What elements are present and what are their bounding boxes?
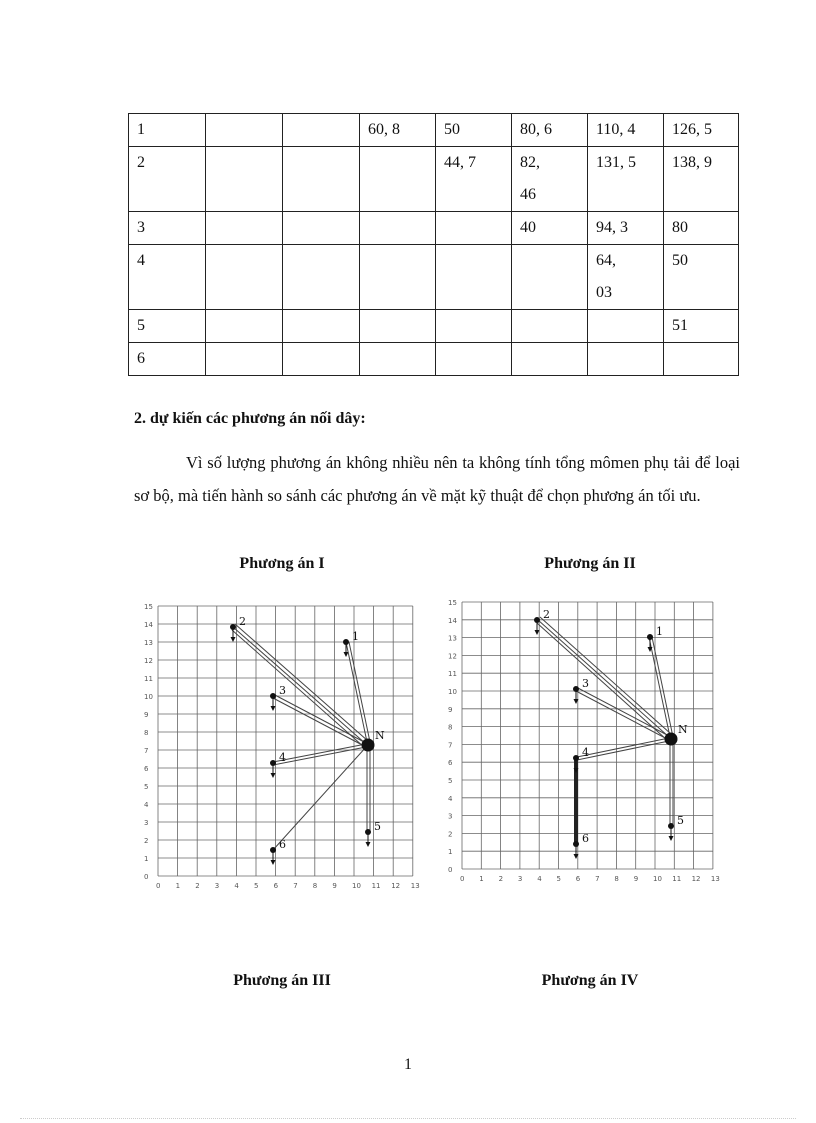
table-row [129, 212, 739, 245]
section-paragraph: Vì số lượng phương án không nhiều nên ta không tính tổng mômen phụ tải để loại sơ bộ, mà tiến hành so sánh các phương án về mặt kỹ thuật để chọn phương án tối ưu. [134, 453, 740, 505]
load-label: 1 [656, 625, 663, 638]
table-cell [206, 147, 283, 212]
table-cell [512, 147, 588, 212]
axis-tick-label: 13 [448, 634, 457, 643]
table-cell [283, 114, 360, 147]
table-cell [588, 310, 664, 343]
cell-text: 44, 7 [444, 154, 476, 171]
table-cell [129, 114, 206, 147]
table-cell [588, 147, 664, 212]
axis-tick-label: 7 [448, 741, 453, 750]
axis-tick-label: 4 [448, 794, 453, 803]
axis-tick-label: 14 [144, 621, 153, 629]
axis-tick-label: 3 [144, 819, 149, 827]
cell-text: 50 [444, 121, 460, 138]
axis-tick-label: 10 [144, 693, 153, 701]
table-cell [588, 343, 664, 376]
axis-tick-label: 3 [448, 812, 453, 821]
axis-tick-label: 9 [633, 875, 639, 883]
load-label: 5 [677, 814, 684, 827]
axis-tick-label: 7 [595, 875, 600, 883]
table-row [129, 245, 739, 310]
axis-tick-label: 8 [144, 729, 149, 737]
table-cell [436, 147, 512, 212]
table-cell [360, 147, 436, 212]
axis-tick-label: 7 [144, 747, 149, 755]
table-cell [360, 343, 436, 376]
load-label: 4 [279, 751, 286, 764]
cell-text: 5 [137, 317, 145, 334]
table-cell [283, 147, 360, 212]
table-cell [360, 212, 436, 245]
section-heading: 2. dự kiến các phương án nối dây: [134, 410, 366, 427]
table-cell [206, 245, 283, 310]
axis-tick-label: 4 [144, 801, 149, 809]
table-cell [436, 212, 512, 245]
table-cell [283, 310, 360, 343]
table-cell [588, 245, 664, 310]
cell-text: 40 [520, 219, 536, 236]
axis-tick-label: 6 [144, 765, 149, 773]
axis-tick-label: 8 [614, 875, 619, 883]
load-distance-table [128, 113, 739, 376]
table-cell [588, 114, 664, 147]
table-cell [664, 343, 739, 376]
load-label: 6 [279, 838, 286, 851]
load-arrowhead [271, 773, 276, 778]
load-label: 2 [543, 608, 550, 621]
axis-tick-label: 2 [195, 882, 200, 890]
axis-tick-label: 12 [691, 875, 701, 883]
table-cell [283, 343, 360, 376]
axis-tick-label: 12 [448, 652, 457, 661]
axis-tick-label: 9 [144, 711, 149, 719]
axis-tick-label: 4 [234, 882, 239, 890]
table-row [129, 147, 739, 212]
table-cell [283, 245, 360, 310]
axis-tick-label: 8 [448, 723, 453, 732]
table-cell [512, 212, 588, 245]
cell-text: 4 [137, 252, 145, 269]
cell-text: 131, 5 [596, 154, 636, 171]
cell-text: 82, [520, 154, 540, 171]
axis-tick-label: 5 [254, 882, 259, 890]
axis-tick-label: 1 [479, 875, 484, 883]
cell-text: 6 [137, 350, 145, 367]
axis-tick-label: 2 [448, 830, 453, 839]
table-row [129, 310, 739, 343]
table-row [129, 114, 739, 147]
axis-tick-label: 11 [672, 875, 682, 883]
table-cell [360, 245, 436, 310]
cell-text: 46 [520, 186, 536, 203]
axis-tick-label: 0 [460, 875, 465, 883]
load-label: 5 [374, 820, 381, 833]
wiring-diagram-1 [138, 600, 423, 905]
cell-text: 80 [672, 219, 688, 236]
table-cell [129, 245, 206, 310]
cell-text: 1 [137, 121, 145, 138]
axis-tick-label: 1 [144, 855, 149, 863]
axis-tick-label: 14 [448, 616, 457, 625]
table-cell [129, 212, 206, 245]
table-cell [360, 114, 436, 147]
axis-tick-label: 3 [214, 882, 220, 890]
axis-tick-label: 0 [448, 866, 453, 874]
table-cell [512, 245, 588, 310]
figure-title-3: Phương án III [233, 972, 331, 989]
table-cell [206, 310, 283, 343]
table-cell [129, 147, 206, 212]
table-cell [283, 212, 360, 245]
axis-tick-label: 4 [537, 875, 542, 883]
cell-text: 110, 4 [596, 121, 636, 138]
figure-title-2: Phương án II [544, 555, 636, 572]
axis-tick-label: 8 [312, 882, 318, 890]
cell-text: 2 [137, 154, 145, 171]
table-cell [664, 245, 739, 310]
load-arrowhead [344, 652, 349, 657]
load-arrowhead [231, 637, 236, 642]
load-arrowhead [669, 836, 674, 841]
table-cell [664, 212, 739, 245]
source-node-n [362, 739, 375, 752]
cell-text: 138, 9 [672, 154, 712, 171]
table-cell [436, 343, 512, 376]
load-label: 3 [582, 677, 589, 690]
cell-text: 50 [672, 252, 688, 269]
axis-tick-label: 6 [448, 759, 453, 768]
axis-tick-label: 12 [391, 882, 401, 890]
table-cell [206, 114, 283, 147]
axis-tick-label: 3 [517, 875, 523, 883]
load-arrowhead [271, 860, 276, 865]
cell-text: 03 [596, 284, 612, 301]
table-cell [360, 310, 436, 343]
table-cell [512, 114, 588, 147]
table-cell [588, 212, 664, 245]
footer-divider [20, 1118, 796, 1119]
axis-tick-label: 13 [144, 639, 153, 647]
axis-tick-label: 11 [144, 675, 153, 683]
axis-tick-label: 11 [371, 882, 381, 890]
axis-tick-label: 6 [273, 882, 279, 890]
load-arrowhead [535, 630, 540, 635]
wiring-diagram-2 [448, 598, 733, 898]
cell-text: 64, [596, 252, 616, 269]
table-cell [664, 114, 739, 147]
axis-tick-label: 11 [448, 670, 457, 679]
axis-tick-label: 1 [448, 848, 453, 857]
axis-tick-label: 10 [653, 875, 662, 883]
table-cell [436, 310, 512, 343]
load-label: 3 [279, 684, 286, 697]
source-label: N [375, 729, 385, 742]
load-label: 6 [582, 832, 589, 845]
table-cell [436, 245, 512, 310]
axis-tick-label: 0 [144, 873, 149, 881]
load-arrowhead [366, 842, 371, 847]
table-row [129, 343, 739, 376]
axis-tick-label: 15 [144, 603, 153, 611]
axis-tick-label: 1 [175, 882, 181, 890]
axis-tick-label: 5 [144, 783, 149, 791]
table-cell [512, 343, 588, 376]
cell-text: 60, 8 [368, 121, 400, 138]
axis-tick-label: 5 [556, 875, 561, 883]
cell-text: 94, 3 [596, 219, 628, 236]
load-label: 4 [582, 746, 589, 759]
load-arrowhead [271, 706, 276, 711]
cell-text: 80, 6 [520, 121, 552, 138]
axis-tick-label: 2 [144, 837, 149, 845]
axis-tick-label: 12 [144, 657, 153, 665]
axis-tick-label: 6 [575, 875, 581, 883]
page-number: 1 [404, 1056, 412, 1073]
figure-title-1: Phương án I [239, 555, 325, 572]
table-cell [664, 147, 739, 212]
axis-tick-label: 5 [448, 777, 453, 785]
axis-tick-label: 7 [293, 882, 298, 890]
table-cell [129, 343, 206, 376]
axis-tick-label: 10 [448, 688, 457, 696]
axis-tick-label: 9 [332, 882, 337, 890]
table-cell [206, 343, 283, 376]
axis-tick-label: 15 [448, 599, 457, 607]
axis-tick-label: 2 [498, 875, 504, 883]
axis-tick-label: 10 [352, 882, 361, 890]
load-label: 1 [352, 630, 359, 643]
table-cell [206, 212, 283, 245]
figure-title-4: Phương án IV [541, 972, 639, 989]
table-cell [436, 114, 512, 147]
table-cell [512, 310, 588, 343]
cell-text: 3 [137, 219, 145, 236]
axis-tick-label: 9 [448, 705, 453, 714]
source-node-n [665, 733, 678, 746]
load-label: 2 [239, 615, 246, 628]
axis-tick-label: 13 [410, 882, 420, 890]
axis-tick-label: 0 [156, 882, 161, 890]
axis-tick-label: 13 [710, 875, 720, 883]
table-cell [664, 310, 739, 343]
cell-text: 126, 5 [672, 121, 712, 138]
cell-text: 51 [672, 317, 688, 334]
source-label: N [678, 723, 688, 736]
table-cell [129, 310, 206, 343]
